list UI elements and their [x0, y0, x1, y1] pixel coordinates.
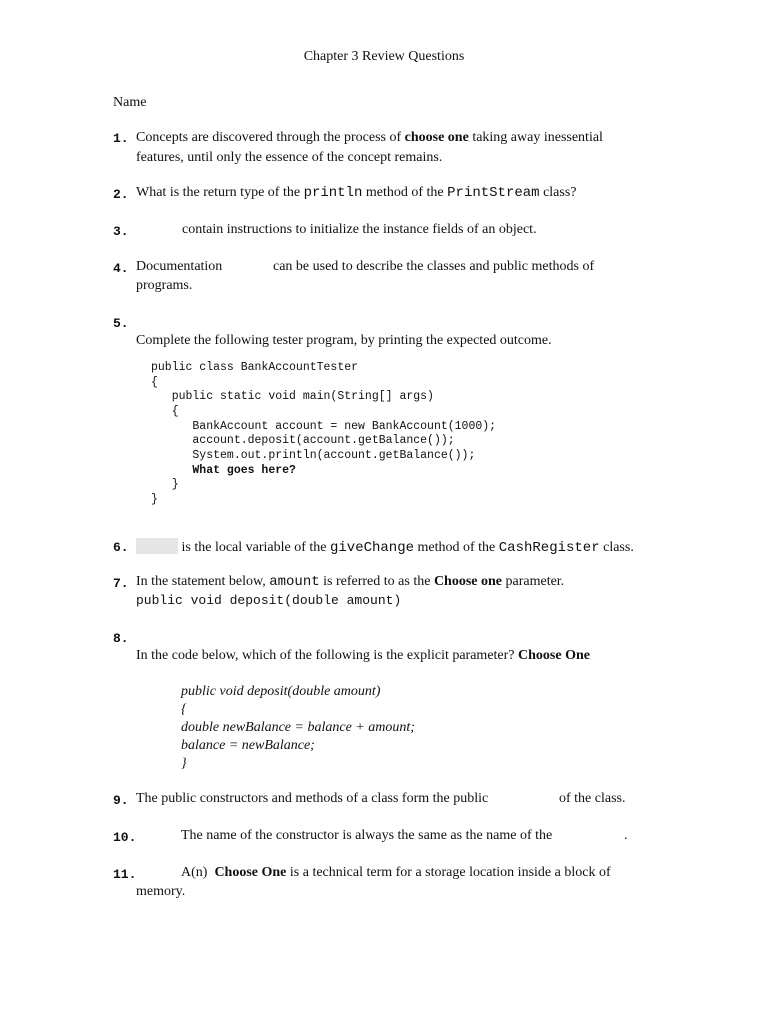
- question-2-text: What is the return type of the println method of the PrintStream class?: [136, 185, 577, 201]
- choice-dropdown[interactable]: Choose One: [214, 865, 287, 880]
- code-line: }: [151, 493, 158, 506]
- question-9-pre: The public constructors and methods of a class form the public: [136, 791, 489, 806]
- question-5-prompt: Complete the following tester program, by printing the expected outcome.: [136, 333, 552, 348]
- page-title: Chapter 3 Review Questions: [303, 49, 465, 64]
- question-number: 2.: [113, 187, 129, 202]
- choice-dropdown[interactable]: choose one: [404, 130, 469, 145]
- question-10-post: .: [624, 828, 628, 843]
- question-7-code: public void deposit(double amount): [136, 593, 402, 608]
- code-line: account.deposit(account.getBalance());: [151, 434, 455, 447]
- question-4-post: can be used to describe the classes and public methods of: [273, 259, 595, 274]
- choice-dropdown[interactable]: Choose one: [433, 574, 502, 589]
- question-number: 1.: [113, 131, 129, 146]
- question-number: 5.: [113, 316, 129, 331]
- code-line: double newBalance = balance + amount;: [181, 720, 415, 735]
- question-number: 7.: [113, 576, 129, 591]
- question-1-text: Concepts are discovered through the process of choose one taking away inessential: [136, 130, 603, 145]
- code-line: balance = newBalance;: [181, 738, 315, 753]
- question-11-text: A(n) Choose One is a technical term for a storage location inside a block of: [181, 865, 611, 880]
- question-8-text: In the code below, which of the following is the explicit parameter? Choose One: [136, 648, 590, 663]
- code-line: {: [181, 702, 187, 717]
- answer-blank[interactable]: [136, 538, 178, 554]
- question-number: 8.: [113, 631, 129, 646]
- question-3-text: contain instructions to initialize the instance fields of an object.: [182, 222, 537, 237]
- question-11-line2: memory.: [136, 884, 186, 899]
- name-label: Name: [113, 95, 147, 110]
- code-line: public class BankAccountTester: [151, 361, 359, 374]
- question-7-text: In the statement below, amount is referred to as the Choose one parameter.: [136, 574, 565, 590]
- code-line: {: [151, 376, 158, 389]
- code-line: public void deposit(double amount): [181, 684, 381, 699]
- choice-dropdown[interactable]: Choose One: [518, 648, 590, 663]
- code-line: System.out.println(account.getBalance());: [151, 449, 476, 462]
- question-9-post: of the class.: [559, 791, 626, 806]
- question-number: 3.: [113, 224, 129, 239]
- code-line: {: [151, 405, 179, 418]
- question-1-line2: features, until only the essence of the concept remains.: [136, 150, 443, 165]
- question-4-pre: Documentation: [136, 259, 223, 274]
- question-4-line2: programs.: [136, 278, 193, 293]
- question-6-text: is the local variable of the giveChange method of the CashRegister class.: [136, 538, 634, 556]
- question-number: 9.: [113, 793, 129, 808]
- code-line: public static void main(String[] args): [151, 390, 434, 403]
- code-line: }: [181, 756, 187, 771]
- code-line: BankAccount account = new BankAccount(1000);: [151, 420, 497, 433]
- code-line-prompt: What goes here?: [151, 464, 296, 477]
- question-number: 4.: [113, 261, 129, 276]
- question-number: 11.: [113, 867, 137, 882]
- question-number: 10.: [113, 830, 137, 845]
- question-number: 6.: [113, 540, 129, 555]
- question-10-text: The name of the constructor is always the same as the name of the: [181, 828, 553, 843]
- code-line: }: [151, 478, 179, 491]
